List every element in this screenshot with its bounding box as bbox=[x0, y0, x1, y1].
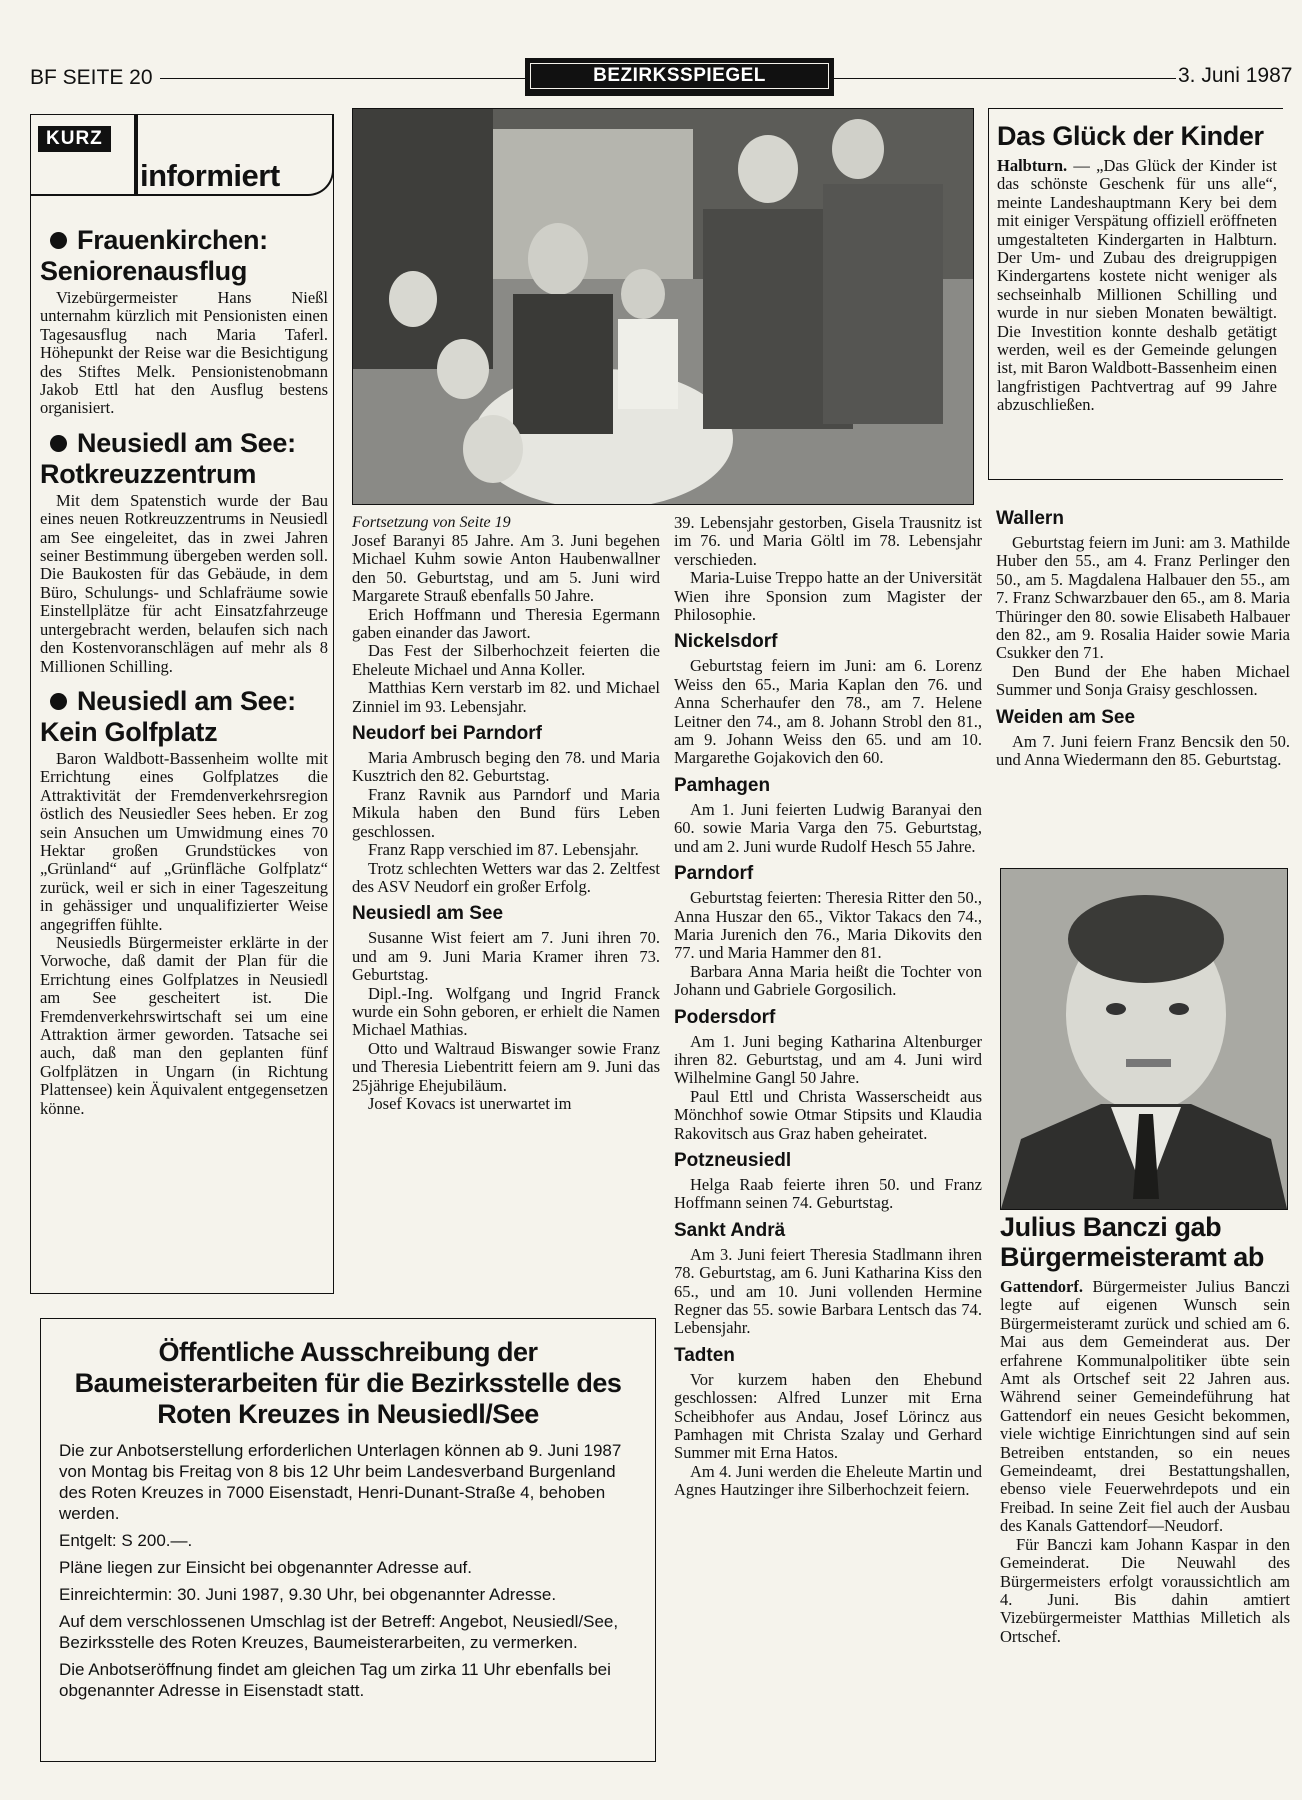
kurz-tag: KURZ bbox=[38, 126, 111, 152]
paragraph: Maria Ambrusch beging den 78. und Maria Kusztrich den 82. Geburtstag. bbox=[352, 748, 660, 786]
bullet-icon bbox=[50, 232, 67, 249]
article-text: Mit dem Spatenstich wurde der Bau eines neuen Rotkreuzzentrums in Neusiedl am See eingeleitet, das in zwei Jahren seiner Bestimmung übergeben werden soll. Die Baukosten für das Gebäude, in dem Büro, Schulungs- und Schlafräume sowie Einstellplätze für acht Einsatzfahrzeuge untergebracht werden, belaufen sich nach den Kostenvoranschlägen auf mehr als 8 Millionen Schilling. bbox=[40, 490, 328, 676]
article-title: Das Glück der Kinder bbox=[997, 121, 1264, 151]
headline: Neusiedl am See: Rotkreuzzentrum bbox=[40, 427, 296, 489]
place-heading: Neudorf bei Parndorf bbox=[352, 723, 543, 745]
bullet-icon bbox=[50, 693, 67, 710]
article-text: Gattendorf. Bürgermeister Julius Banczi legte auf eigenen Wunsch sein Bürgermeisteramt zurück und schied am 6. Mai aus dem Gemeinderat aus. Der erfahrene Kommunalpolitiker übte sein Amt als Ortschef seit 22 Jahren aus. Während seiner Gemeindeführung hat Gattendorf ein neues Gesicht bekommen, viele wichtige Einrichtungen sind auf sein Betreiben entstanden, so ein neues Gemeindeamt, drei Bestattungshallen, ebenso viele Feuerwehrdepots und ein Freibad. In seine Zeit fiel auch der Ausbau des Kanals Gattendorf—Neudorf. bbox=[1000, 1277, 1290, 1536]
continued-note: Fortsetzung von Seite 19 bbox=[352, 514, 511, 531]
photo-image bbox=[353, 109, 973, 504]
place-heading: Potzneusiedl bbox=[674, 1149, 792, 1171]
kurz-logo bbox=[30, 114, 334, 196]
issue-date: 3. Juni 1987 bbox=[1178, 64, 1293, 87]
article-text: Vizebürgermeister Hans Nießl unternahm kürzlich mit Pensionisten einen Tagesausflug nach Maria Taferl. Höhepunkt der Reise war die Besichtigung des Stiftes Melk. Pensionistenobmann Jakob Ettl hat den Ausflug bestens organisiert. bbox=[40, 288, 328, 418]
column-2 bbox=[352, 514, 660, 1113]
article-title: Julius Banczi gab Bürgermeisteramt ab bbox=[1000, 1212, 1264, 1272]
announcement-text: Einreichtermin: 30. Juni 1987, 9.30 Uhr, bei obgenannter Adresse. bbox=[59, 1585, 557, 1604]
kurz-title: informiert bbox=[140, 158, 280, 193]
header-rule-right bbox=[832, 78, 1176, 79]
paragraph: Geburtstag feiern im Juni: am 3. Mathilde Huber den 55., am 4. Franz Perlinger den 50., am 5. Magdalena Halbauer den 55., am 7. Franz Schwarzbauer den 65., am 8. Maria Thüringer den 80. sowie Elisabeth Halbauer den 82., am 9. Rosalia Haider sowie Maria Csukker den 71. bbox=[996, 533, 1290, 663]
paragraph: Am 1. Juni beging Katharina Altenburger ihren 82. Geburtstag, und am 4. Juni wird Wilhelmine Gangl 50 Jahre. bbox=[674, 1031, 982, 1088]
column-3 bbox=[674, 514, 982, 1500]
paragraph: Barbara Anna Maria heißt die Tochter von Johann und Gabriele Gorgosilich. bbox=[674, 961, 982, 1000]
paragraph: Josef Baranyi 85 Jahre. Am 3. Juni begehen Michael Kuhm sowie Anton Haubenwallner den 50. Geburtstag, und am 5. Juni wird Margarete Strauß ebenfalls 50 Jahre. bbox=[352, 531, 660, 606]
place-heading: Sankt Andrä bbox=[674, 1219, 786, 1241]
place-heading: Neusiedl am See bbox=[352, 903, 504, 925]
article-text: Halbturn. — „Das Glück der Kinder ist das schönste Geschenk für uns alle“, meinte Landeshauptmann Kery bei dem mit einiger Verspätung offiziell eröffneten umgestalteten Kindergarten in Halbturn. Der Um- und Zubau des dreigruppigen Kindergartens kostete nicht weniger als sechseinhalb Millionen Schilling und wurde in nur sieben Monaten bewältigt. Die Investition konnte deshalb getätigt werden, weil es der Gemeinde gelungen ist, mit Baron Waldbott-Bassenheim einen langfristigen Pachtvertrag auf 99 Jahre abzuschließen. bbox=[997, 156, 1277, 415]
announcement-text: Die zur Anbotserstellung erforderlichen Unterlagen können ab 9. Juni 1987 von Montag bis Freitag von 8 bis 12 Uhr beim Landesverband Burgenland des Roten Kreuzes in 7000 Eisenstadt, Henri-Dunant-Straße 4, behoben werden. bbox=[59, 1441, 622, 1523]
paragraph: 39. Lebensjahr gestorben, Gisela Trausnitz ist im 76. und Maria Göltl im 78. Lebensjahr verschieden. bbox=[674, 513, 982, 569]
paragraph: Geburtstag feierten: Theresia Ritter den 50., Anna Huszar den 65., Viktor Takacs den 74., Maria Jurenich den 76., Maria Dikovits den 77. und Maria Hammer den 81. bbox=[674, 888, 982, 963]
place-heading: Wallern bbox=[996, 508, 1064, 529]
article-text: Baron Waldbott-Bassenheim wollte mit Errichtung eines Golfplatzes die Attraktivität der Fremdenverkehrsregion östlich des Neusiedler Sees heben. Er zog sein Ansuchen um Umwidmung eines 70 Hektar großen Grundstückes von „Grünland“ auf „Grünfläche Golfplatz“ zurück, weil er sich in einer Tageszeitung in gehässiger und unqualifizierter Weise angegriffen fühlte. bbox=[40, 748, 328, 934]
article-glueck bbox=[988, 108, 1283, 480]
kindergarten-photo bbox=[352, 108, 974, 505]
paragraph: Den Bund der Ehe haben Michael Summer und Sonja Graisy geschlossen. bbox=[996, 661, 1290, 700]
paragraph: Am 3. Juni feiert Theresia Stadlmann ihren 78. Geburtstag, am 6. Juni Katharina Kiss den 65., und am 10. Juni vollenden Hermine Regner das 55. sowie Barbara Lentsch das 74. Lebensjahr. bbox=[674, 1244, 982, 1338]
place-heading: Parndorf bbox=[674, 863, 754, 885]
paragraph: Geburtstag feiern im Juni: am 6. Lorenz Weiss den 65., Maria Kaplan den 76. und Anna Scherhaufer den 78., am 7. Helene Leitner den 74., am 8. Johann Strobl den 81., am 9. Johann Weiss den 65. und am 10. Margarethe Gojakovich den 60. bbox=[674, 656, 982, 768]
announcement-text: Entgelt: S 200.—. bbox=[59, 1531, 193, 1550]
headline: Frauenkirchen: Seniorenausflug bbox=[40, 225, 268, 286]
kurz-informiert-box bbox=[30, 114, 334, 1294]
section-title: BEZIRKSSPIEGEL bbox=[530, 63, 829, 89]
column-4 bbox=[996, 508, 1290, 769]
paragraph: Otto und Waltraud Biswanger sowie Franz und Theresia Liebentritt feiern am 9. Juni das 25jährige Ehejubiläum. bbox=[352, 1038, 660, 1095]
announcement-text: Pläne liegen zur Einsicht bei obgenannter Adresse auf. bbox=[59, 1558, 472, 1577]
place-heading: Nickelsdorf bbox=[674, 631, 778, 653]
page-header bbox=[30, 58, 1302, 94]
paragraph: Josef Kovacs ist unerwartet im bbox=[368, 1093, 572, 1113]
article-text: Für Banczi kam Johann Kaspar in den Gemeinderat. Die Neuwahl des Bürgermeisters erfolgt voraussichtlich am 4. Juni. Bis dahin amtiert Vizebürgermeister Matthias Milletich als Ortschef. bbox=[1000, 1534, 1290, 1646]
place-heading: Tadten bbox=[674, 1344, 735, 1366]
portrait-photo bbox=[1000, 868, 1288, 1210]
paragraph: Helga Raab feierte ihren 50. und Franz Hoffmann seinen 74. Geburtstag. bbox=[674, 1174, 982, 1213]
paragraph: Franz Rapp verschied im 87. Lebensjahr. bbox=[368, 840, 639, 860]
headline: Neusiedl am See: Kein Golfplatz bbox=[40, 685, 296, 747]
article-text: Neusiedls Bürgermeister erklärte in der Vorwoche, daß damit der Plan für die Errichtung eines Golfplatzes in Neusiedl am See gescheitert ist. Die Fremdenverkehrswirtschaft sei um eine Attraktion ärmer geworden. Tatsache sei auch, daß man den geplanten fünf Golfplätzen in Ungarn (in Richtung Plattensee) kein Äquivalent entgegensetzen könne. bbox=[40, 932, 328, 1118]
paragraph: Erich Hoffmann und Theresia Egermann gaben einander das Jawort. bbox=[352, 604, 660, 643]
announcement-title: Öffentliche Ausschreibung der Baumeisterarbeiten für die Bezirksstelle des Roten Kreuzes in Neusiedl/See bbox=[74, 1337, 622, 1429]
paragraph: Am 1. Juni feierten Ludwig Baranyai den 60. sowie Maria Varga den 75. Geburtstag, und am 2. Juni wurde Rudolf Hesch 55 Jahre. bbox=[674, 799, 982, 856]
tender-announcement bbox=[40, 1318, 656, 1762]
place-heading: Weiden am See bbox=[996, 706, 1136, 728]
paragraph: Paul Ettl und Christa Wasserscheidt aus Mönchhof sowie Otmar Stipsits und Klaudia Rakovitsch aus Graz haben geheiratet. bbox=[674, 1086, 982, 1143]
paragraph: Matthias Kern verstarb im 82. und Michael Zinniel im 93. Lebensjahr. bbox=[352, 678, 660, 716]
paragraph: Susanne Wist feiert am 7. Juni ihren 70. und am 9. Juni Maria Kramer ihren 73. Geburtstag. bbox=[352, 928, 660, 985]
header-rule-left bbox=[160, 78, 525, 79]
paragraph: Franz Ravnik aus Parndorf und Maria Mikula haben den Bund fürs Leben geschlossen. bbox=[352, 784, 660, 841]
place-heading: Podersdorf bbox=[674, 1006, 776, 1028]
paragraph: Trotz schlechten Wetters war das 2. Zeltfest des ASV Neudorf ein großer Erfolg. bbox=[352, 858, 660, 896]
paragraph: Dipl.-Ing. Wolfgang und Ingrid Franck wurde ein Sohn geboren, er erhielt die Namen Michael Mathias. bbox=[352, 983, 660, 1040]
page-number: BF SEITE 20 bbox=[30, 66, 153, 89]
paragraph: Vor kurzem haben den Ehebund geschlossen: Alfred Lunzer mit Erna Scheibhofer aus Andau, Josef Lörincz aus Pamhagen mit Christa Szalay und Gerhard Summer mit Erna Hatos. bbox=[674, 1369, 982, 1463]
announcement-text: Auf dem verschlossenen Umschlag ist der Betreff: Angebot, Neusiedl/See, Bezirksstelle des Roten Kreuzes, Baumeisterarbeiten, zu vermerken. bbox=[59, 1612, 619, 1652]
bullet-icon bbox=[50, 435, 67, 452]
paragraph: Maria-Luise Treppo hatte an der Universität Wien ihre Sponsion zum Magister der Philosophie. bbox=[674, 568, 982, 625]
article-banczi bbox=[1000, 1210, 1290, 1646]
paragraph: Am 7. Juni feiern Franz Bencsik den 50. und Anna Wiedermann den 85. Geburtstag. bbox=[996, 731, 1290, 770]
place-heading: Pamhagen bbox=[674, 774, 771, 796]
paragraph: Das Fest der Silberhochzeit feierten die Eheleute Michael und Anna Koller. bbox=[352, 641, 660, 679]
portrait-image bbox=[1001, 869, 1287, 1209]
section-title-box bbox=[525, 58, 834, 96]
paragraph: Am 4. Juni werden die Eheleute Martin und Agnes Hautzinger ihre Silberhochzeit feiern. bbox=[674, 1461, 982, 1500]
announcement-text: Die Anbotseröffnung findet am gleichen Tag um zirka 11 Uhr ebenfalls bei obgenannter Adresse in Eisenstadt statt. bbox=[59, 1660, 611, 1700]
